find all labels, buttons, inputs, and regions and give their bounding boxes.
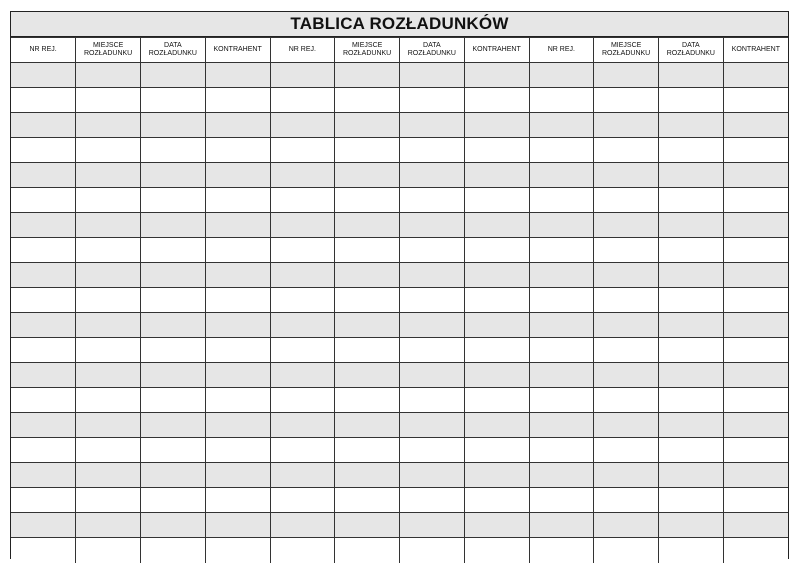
table-cell[interactable] [723, 538, 788, 563]
table-cell[interactable] [270, 363, 335, 388]
table-cell[interactable] [529, 463, 594, 488]
table-cell[interactable] [723, 88, 788, 113]
table-cell[interactable] [400, 463, 465, 488]
table-cell[interactable] [464, 138, 529, 163]
column-header-line1: DATA [682, 42, 700, 49]
table-cell[interactable] [659, 338, 724, 363]
table-cell[interactable] [723, 313, 788, 338]
table-cell[interactable] [529, 488, 594, 513]
table-cell[interactable] [335, 463, 400, 488]
table-cell[interactable] [594, 388, 659, 413]
table-cell[interactable] [529, 363, 594, 388]
table-cell[interactable] [76, 88, 141, 113]
table-cell[interactable] [270, 538, 335, 563]
table-row [11, 388, 788, 413]
table-cell[interactable] [11, 213, 76, 238]
table-cell[interactable] [270, 288, 335, 313]
column-header-line2: ROZŁADUNKU [666, 50, 715, 57]
table-cell[interactable] [659, 538, 724, 563]
table-cell[interactable] [76, 488, 141, 513]
table-cell[interactable] [594, 513, 659, 538]
table-cell[interactable] [335, 388, 400, 413]
table-cell[interactable] [335, 288, 400, 313]
table-cell[interactable] [76, 338, 141, 363]
table-cell[interactable] [464, 163, 529, 188]
column-header [594, 38, 659, 63]
table-cell[interactable] [594, 338, 659, 363]
table-cell[interactable] [76, 388, 141, 413]
table-row [11, 263, 788, 288]
table-cell[interactable] [659, 513, 724, 538]
table-cell[interactable] [141, 88, 206, 113]
table-cell[interactable] [659, 238, 724, 263]
table-cell[interactable] [335, 313, 400, 338]
table-cell[interactable] [400, 338, 465, 363]
table-row [11, 413, 788, 438]
table-cell[interactable] [400, 113, 465, 138]
table-cell[interactable] [400, 488, 465, 513]
table-row [11, 188, 788, 213]
table-cell[interactable] [464, 113, 529, 138]
table-cell[interactable] [11, 188, 76, 213]
column-header-line1: KONTRAHENT [213, 46, 262, 53]
table-cell[interactable] [723, 388, 788, 413]
table-cell[interactable] [594, 438, 659, 463]
table-cell[interactable] [529, 88, 594, 113]
table-cell[interactable] [335, 513, 400, 538]
table-cell[interactable] [659, 113, 724, 138]
table-cell[interactable] [723, 238, 788, 263]
table-cell[interactable] [723, 363, 788, 388]
table-cell[interactable] [594, 363, 659, 388]
table-cell[interactable] [11, 138, 76, 163]
table-cell[interactable] [400, 213, 465, 238]
table-cell[interactable] [723, 113, 788, 138]
table-cell[interactable] [11, 263, 76, 288]
table-cell[interactable] [464, 263, 529, 288]
table-row [11, 163, 788, 188]
table-cell[interactable] [11, 363, 76, 388]
column-header [270, 38, 335, 63]
table-row [11, 63, 788, 88]
table-row [11, 438, 788, 463]
table-cell[interactable] [205, 488, 270, 513]
column-header [335, 38, 400, 63]
table-cell[interactable] [141, 313, 206, 338]
table-cell[interactable] [141, 513, 206, 538]
table-cell[interactable] [270, 263, 335, 288]
table-cell[interactable] [76, 188, 141, 213]
table-cell[interactable] [529, 213, 594, 238]
table-cell[interactable] [464, 463, 529, 488]
column-header [464, 38, 529, 63]
table-cell[interactable] [141, 288, 206, 313]
column-header-line2: ROZŁADUNKU [407, 50, 456, 57]
table-cell[interactable] [529, 388, 594, 413]
table-row [11, 238, 788, 263]
table-row [11, 363, 788, 388]
table-cell[interactable] [723, 188, 788, 213]
table-cell[interactable] [659, 313, 724, 338]
unloading-board [10, 11, 789, 559]
table-cell[interactable] [270, 338, 335, 363]
table-cell[interactable] [76, 288, 141, 313]
table-cell[interactable] [723, 263, 788, 288]
table-cell[interactable] [76, 138, 141, 163]
column-header-line1: MIEJSCE [351, 42, 383, 49]
table-cell[interactable] [659, 138, 724, 163]
table-body [11, 63, 788, 563]
table-cell[interactable] [594, 138, 659, 163]
table-cell[interactable] [529, 313, 594, 338]
table-cell[interactable] [529, 413, 594, 438]
table-cell[interactable] [594, 488, 659, 513]
table-cell[interactable] [723, 338, 788, 363]
table-cell[interactable] [335, 363, 400, 388]
table-cell[interactable] [270, 188, 335, 213]
table-cell[interactable] [400, 363, 465, 388]
table-cell[interactable] [594, 313, 659, 338]
table-cell[interactable] [400, 388, 465, 413]
column-header-line2: ROZŁADUNKU [343, 50, 392, 57]
table-cell[interactable] [335, 413, 400, 438]
table-cell[interactable] [141, 188, 206, 213]
column-header-line1: NR REJ. [29, 46, 57, 53]
table-cell[interactable] [400, 313, 465, 338]
table-cell[interactable] [659, 263, 724, 288]
table-cell[interactable] [205, 463, 270, 488]
table-cell[interactable] [205, 238, 270, 263]
table-cell[interactable] [400, 163, 465, 188]
table-cell[interactable] [11, 463, 76, 488]
table-cell[interactable] [205, 313, 270, 338]
table-cell[interactable] [11, 63, 76, 88]
table-cell[interactable] [205, 163, 270, 188]
table-cell[interactable] [659, 488, 724, 513]
table-cell[interactable] [76, 513, 141, 538]
table-cell[interactable] [76, 413, 141, 438]
table-cell[interactable] [205, 63, 270, 88]
table-cell[interactable] [464, 438, 529, 463]
table-cell[interactable] [270, 63, 335, 88]
table-cell[interactable] [76, 463, 141, 488]
column-header [529, 38, 594, 63]
table-cell[interactable] [11, 338, 76, 363]
table-cell[interactable] [723, 288, 788, 313]
table-cell[interactable] [659, 288, 724, 313]
table-cell[interactable] [659, 163, 724, 188]
table-cell[interactable] [464, 538, 529, 563]
table-cell[interactable] [723, 463, 788, 488]
table-cell[interactable] [464, 288, 529, 313]
table-row [11, 538, 788, 563]
table-cell[interactable] [335, 263, 400, 288]
table-cell[interactable] [529, 338, 594, 363]
table-cell[interactable] [529, 288, 594, 313]
table-cell[interactable] [400, 138, 465, 163]
table-cell[interactable] [594, 413, 659, 438]
table-cell[interactable] [11, 438, 76, 463]
table-cell[interactable] [529, 238, 594, 263]
table-cell[interactable] [529, 163, 594, 188]
table-cell[interactable] [594, 63, 659, 88]
table-cell[interactable] [76, 163, 141, 188]
table-row [11, 488, 788, 513]
column-header-line1: NR REJ. [288, 46, 316, 53]
table-cell[interactable] [400, 63, 465, 88]
table-cell[interactable] [464, 413, 529, 438]
table-cell[interactable] [594, 263, 659, 288]
table-cell[interactable] [464, 88, 529, 113]
table-cell[interactable] [594, 213, 659, 238]
table-cell[interactable] [11, 238, 76, 263]
table-cell[interactable] [335, 213, 400, 238]
table-cell[interactable] [270, 413, 335, 438]
table-cell[interactable] [594, 163, 659, 188]
table-cell[interactable] [141, 238, 206, 263]
table-cell[interactable] [594, 538, 659, 563]
table-cell[interactable] [205, 513, 270, 538]
table-cell[interactable] [141, 113, 206, 138]
table-cell[interactable] [11, 163, 76, 188]
column-header [659, 38, 724, 63]
table-cell[interactable] [270, 88, 335, 113]
table-cell[interactable] [205, 88, 270, 113]
table-cell[interactable] [76, 113, 141, 138]
table-cell[interactable] [205, 288, 270, 313]
table-cell[interactable] [141, 413, 206, 438]
table-cell[interactable] [205, 263, 270, 288]
table-cell[interactable] [76, 313, 141, 338]
table-cell[interactable] [270, 488, 335, 513]
table-cell[interactable] [205, 113, 270, 138]
table-row [11, 213, 788, 238]
table-cell[interactable] [76, 213, 141, 238]
table-cell[interactable] [464, 188, 529, 213]
table-cell[interactable] [141, 388, 206, 413]
table-cell[interactable] [205, 188, 270, 213]
board-title: TABLICA ROZŁADUNKÓW [11, 12, 788, 37]
table-row [11, 313, 788, 338]
table-cell[interactable] [270, 463, 335, 488]
table-cell[interactable] [529, 538, 594, 563]
table-cell[interactable] [529, 138, 594, 163]
table-cell[interactable] [400, 438, 465, 463]
table-cell[interactable] [335, 438, 400, 463]
table-cell[interactable] [205, 438, 270, 463]
table-cell[interactable] [464, 238, 529, 263]
table-cell[interactable] [270, 163, 335, 188]
table-cell[interactable] [400, 263, 465, 288]
table-cell[interactable] [205, 538, 270, 563]
column-header [11, 38, 76, 63]
table-cell[interactable] [76, 438, 141, 463]
table-cell[interactable] [335, 163, 400, 188]
table-cell[interactable] [11, 388, 76, 413]
table-cell[interactable] [335, 63, 400, 88]
table-cell[interactable] [335, 488, 400, 513]
table-cell[interactable] [659, 88, 724, 113]
table-cell[interactable] [594, 288, 659, 313]
table-cell[interactable] [205, 213, 270, 238]
table-cell[interactable] [464, 388, 529, 413]
table-cell[interactable] [335, 138, 400, 163]
table-cell[interactable] [141, 263, 206, 288]
table-cell[interactable] [270, 513, 335, 538]
table-cell[interactable] [11, 538, 76, 563]
column-header-line1: MIEJSCE [92, 42, 124, 49]
table-cell[interactable] [464, 488, 529, 513]
table-cell[interactable] [594, 238, 659, 263]
table-cell[interactable] [141, 363, 206, 388]
table-cell[interactable] [400, 413, 465, 438]
table-cell[interactable] [529, 188, 594, 213]
table-cell[interactable] [659, 388, 724, 413]
table-cell[interactable] [205, 413, 270, 438]
table-cell[interactable] [205, 138, 270, 163]
table-cell[interactable] [723, 438, 788, 463]
table-cell[interactable] [11, 413, 76, 438]
table-cell[interactable] [335, 88, 400, 113]
table-cell[interactable] [464, 213, 529, 238]
table-cell[interactable] [659, 63, 724, 88]
table-cell[interactable] [141, 163, 206, 188]
table-cell[interactable] [11, 113, 76, 138]
table-cell[interactable] [400, 188, 465, 213]
table-cell[interactable] [723, 63, 788, 88]
table-cell[interactable] [400, 88, 465, 113]
table-cell[interactable] [76, 538, 141, 563]
table-cell[interactable] [400, 538, 465, 563]
table-cell[interactable] [529, 113, 594, 138]
table-cell[interactable] [464, 63, 529, 88]
table-cell[interactable] [529, 438, 594, 463]
table-row [11, 288, 788, 313]
table-cell[interactable] [11, 488, 76, 513]
table-cell[interactable] [270, 138, 335, 163]
table-cell[interactable] [76, 238, 141, 263]
column-header-line1: DATA [423, 42, 441, 49]
table-cell[interactable] [205, 388, 270, 413]
table-cell[interactable] [335, 538, 400, 563]
table-cell[interactable] [723, 138, 788, 163]
table-cell[interactable] [335, 238, 400, 263]
column-header-line2: ROZŁADUNKU [602, 50, 651, 57]
table-cell[interactable] [270, 438, 335, 463]
table-cell[interactable] [723, 513, 788, 538]
table-cell[interactable] [659, 188, 724, 213]
table-cell[interactable] [659, 213, 724, 238]
table-cell[interactable] [723, 488, 788, 513]
table-cell[interactable] [594, 188, 659, 213]
table-cell[interactable] [594, 463, 659, 488]
table-cell[interactable] [141, 138, 206, 163]
table-cell[interactable] [141, 213, 206, 238]
table-cell[interactable] [141, 463, 206, 488]
column-header-line1: KONTRAHENT [731, 46, 780, 53]
table-cell[interactable] [141, 63, 206, 88]
table-cell[interactable] [141, 438, 206, 463]
table-cell[interactable] [205, 338, 270, 363]
column-header-line1: KONTRAHENT [472, 46, 521, 53]
table-cell[interactable] [335, 188, 400, 213]
table-cell[interactable] [11, 288, 76, 313]
table-cell[interactable] [335, 113, 400, 138]
table-cell[interactable] [529, 513, 594, 538]
table-cell[interactable] [11, 513, 76, 538]
table-cell[interactable] [76, 363, 141, 388]
column-header [141, 38, 206, 63]
table-cell[interactable] [723, 413, 788, 438]
table-cell[interactable] [205, 363, 270, 388]
table-cell[interactable] [141, 338, 206, 363]
column-header [400, 38, 465, 63]
header-row [11, 38, 788, 63]
table-row [11, 338, 788, 363]
table-cell[interactable] [400, 288, 465, 313]
table-cell[interactable] [270, 388, 335, 413]
table-cell[interactable] [141, 488, 206, 513]
column-header-line1: NR REJ. [547, 46, 575, 53]
table-cell[interactable] [659, 363, 724, 388]
column-header [723, 38, 788, 63]
table-cell[interactable] [335, 338, 400, 363]
table-cell[interactable] [594, 113, 659, 138]
table-cell[interactable] [76, 63, 141, 88]
column-header [205, 38, 270, 63]
table-cell[interactable] [464, 513, 529, 538]
table-cell[interactable] [659, 463, 724, 488]
table-cell[interactable] [76, 263, 141, 288]
table-cell[interactable] [723, 163, 788, 188]
table-cell[interactable] [659, 413, 724, 438]
table-cell[interactable] [529, 263, 594, 288]
table-cell[interactable] [723, 213, 788, 238]
table-cell[interactable] [594, 88, 659, 113]
column-header-line2: ROZŁADUNKU [148, 50, 197, 57]
table-row [11, 138, 788, 163]
table-row [11, 463, 788, 488]
table-cell[interactable] [464, 363, 529, 388]
table-row [11, 113, 788, 138]
table-row [11, 88, 788, 113]
table-cell[interactable] [11, 88, 76, 113]
table-cell[interactable] [464, 338, 529, 363]
column-header [76, 38, 141, 63]
table-cell[interactable] [141, 538, 206, 563]
table-cell[interactable] [659, 438, 724, 463]
table-cell[interactable] [270, 213, 335, 238]
table-cell[interactable] [464, 313, 529, 338]
column-header-line1: MIEJSCE [610, 42, 642, 49]
table-cell[interactable] [400, 513, 465, 538]
table-cell[interactable] [11, 313, 76, 338]
table-cell[interactable] [270, 113, 335, 138]
unloading-table [11, 37, 788, 563]
column-header-line2: ROZŁADUNKU [84, 50, 133, 57]
table-cell[interactable] [270, 238, 335, 263]
table-cell[interactable] [270, 313, 335, 338]
column-header-line1: DATA [164, 42, 182, 49]
table-cell[interactable] [529, 63, 594, 88]
table-row [11, 513, 788, 538]
table-cell[interactable] [400, 238, 465, 263]
